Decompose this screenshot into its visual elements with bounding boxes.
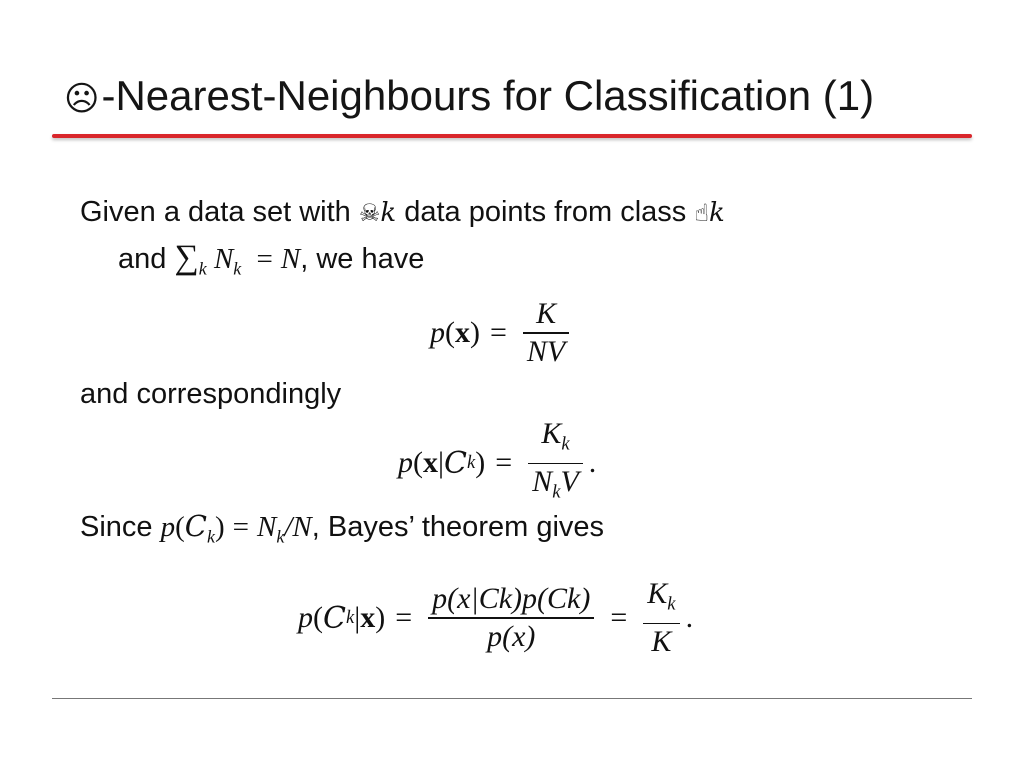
skull-symbol-icon: ☠ bbox=[358, 199, 381, 227]
bayes-suffix: , Bayes’ theorem gives bbox=[311, 511, 605, 543]
sum-expression bbox=[174, 239, 301, 279]
text-line-since bbox=[80, 508, 604, 554]
eq2-numerator bbox=[537, 416, 573, 463]
eq3-middle-fraction bbox=[428, 581, 594, 655]
equation-class-density: p ( x | C k ) = $\frac{K_k}{N_kV}$ . bbox=[398, 416, 596, 511]
eq3-c: C bbox=[323, 600, 346, 636]
eq3-equals: = bbox=[395, 601, 413, 635]
eq3-x: x bbox=[360, 601, 376, 635]
sum-n: N bbox=[213, 243, 234, 275]
pointing-hand-icon: ☝ bbox=[694, 199, 709, 227]
and-prefix: and bbox=[118, 243, 175, 275]
eq2-period: . bbox=[588, 446, 597, 480]
eq1-equals: = bbox=[490, 315, 507, 349]
eq3-rnum-k: K bbox=[647, 577, 668, 610]
prior-p: p bbox=[160, 511, 176, 543]
title-underline bbox=[52, 134, 972, 138]
eq2-p: p bbox=[398, 446, 413, 480]
eq1-p: p bbox=[430, 315, 445, 349]
eq3-mid-numerator: p(x|Ck)p(Ck) bbox=[432, 582, 591, 616]
prior-n-sub: k bbox=[276, 526, 285, 547]
eq2-fraction bbox=[528, 416, 583, 511]
eq3-k: k bbox=[345, 607, 355, 629]
eq2-equals: = bbox=[495, 446, 513, 480]
eq2-x: x bbox=[423, 446, 438, 480]
sum-total-n: N bbox=[280, 243, 301, 275]
title-text: -Nearest-Neighbours for Classification (1) bbox=[101, 72, 875, 119]
eq3-right-denominator: K bbox=[651, 625, 672, 659]
given-prefix: Given a data set with bbox=[80, 196, 359, 228]
eq2-denominator bbox=[528, 464, 583, 511]
eq3-rnum-sub: k bbox=[667, 593, 676, 615]
frown-face-icon: ☹ bbox=[64, 79, 100, 119]
eq1-x: x bbox=[455, 315, 470, 349]
subscript-k: k bbox=[380, 198, 397, 228]
prior-c: C bbox=[184, 509, 207, 543]
eq2-den-v: V bbox=[560, 465, 579, 499]
eq1-denominator: NV bbox=[526, 334, 566, 368]
eq2-num-k: K bbox=[541, 417, 562, 450]
prior-over-n: /N bbox=[284, 511, 312, 543]
eq2-k: k bbox=[466, 452, 476, 474]
eq2-den-n: N bbox=[532, 465, 553, 499]
eq2-num-sub: k bbox=[561, 433, 570, 455]
we-have-suffix: , we have bbox=[300, 243, 425, 275]
equation-bayes: p ( C k | x ) = $\frac{p(x|Ck)p(Ck)}{p(x)}$ = $\frac{K_k}{K}$ . bbox=[298, 577, 694, 659]
eq1-fraction bbox=[523, 296, 569, 370]
eq3-mid-denominator: p(x) bbox=[487, 619, 536, 653]
subscript-k-class: k bbox=[708, 198, 725, 228]
prior-k: k bbox=[206, 526, 215, 547]
footer-rule bbox=[52, 698, 972, 699]
text-line-and-sum bbox=[118, 240, 424, 286]
slide-title bbox=[64, 68, 984, 127]
eq1-numerator: K bbox=[536, 297, 557, 330]
sum-n-subscript: k bbox=[233, 258, 242, 279]
prior-n: N bbox=[257, 511, 277, 543]
equation-density: p ( x ) = $\frac{K}{NV}$ bbox=[430, 296, 575, 370]
prior-equals: = bbox=[232, 511, 249, 543]
eq3-period: . bbox=[685, 601, 694, 635]
eq3-right-numerator bbox=[643, 576, 679, 623]
sum-equals: = bbox=[256, 243, 273, 275]
eq2-den-sub: k bbox=[552, 481, 561, 503]
sum-sign: ∑ bbox=[174, 239, 199, 276]
sum-subscript: k bbox=[198, 258, 207, 279]
prior-expression: $p(C_k) = N_k/N$ bbox=[160, 509, 312, 547]
eq3-equals-2: = bbox=[610, 601, 628, 635]
since-prefix: Since bbox=[80, 511, 161, 543]
eq2-c: C bbox=[444, 445, 467, 481]
given-middle: data points from class bbox=[396, 196, 695, 228]
text-line-correspondingly: and correspondingly bbox=[80, 378, 342, 410]
eq3-p: p bbox=[298, 601, 313, 635]
eq3-right-fraction bbox=[643, 576, 679, 660]
text-line-given bbox=[80, 194, 725, 231]
